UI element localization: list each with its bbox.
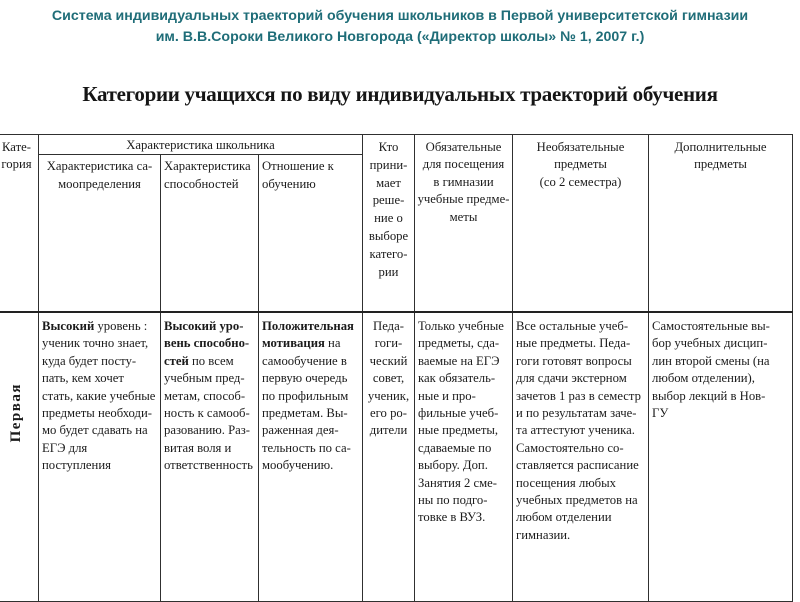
- decision-cell: Педа- гоги- ческий совет, ученик, его ро- дители: [363, 312, 415, 602]
- optional-cell: Все остальные учеб- ные предметы. Педа- гоги готовят вопросы для сдачи экстерном зачетов 1 раз в семестр и по результатам заче- та аттестуют ученика. Самостоятельно со- ставляется расписание посещения любых учебных предметов на любом отделении гимназии.: [513, 312, 649, 602]
- document-heading: Категории учащихся по виду индивидуальных траекторий обучения: [82, 82, 718, 106]
- header-self-determination: Характеристика са- моопределения: [39, 155, 161, 312]
- header-optional-subjects: Необязательные предметы (со 2 семестра): [513, 135, 649, 312]
- table-row: [0, 312, 793, 602]
- self-determination-bold: Высокий: [42, 318, 95, 333]
- header-additional-subjects: Дополнительные предметы: [649, 135, 793, 312]
- header-category: Кате- гория: [0, 135, 39, 312]
- header-student-characteristic: Характеристика школьника: [39, 135, 363, 155]
- mandatory-cell: Только учебные предметы, сда- ваемые на ЕГЭ как обязатель- ные и про- фильные учеб- ные предметы, сдаваемые по выбору. Доп. Занятия 2 сме- ны по подго- товке в ВУЗ.: [415, 312, 513, 602]
- additional-cell: Самостоятельные вы- бор учебных дисцип- лин второй смены (на любом отделении), выбор лекций в Нов- ГУ: [649, 312, 793, 602]
- attitude-text: на самообучение в первую очередь по профильным предметам. Вы- раженная дея- тельность по са- мообучению.: [262, 336, 351, 473]
- self-determination-text: уровень : ученик точно знает, куда будет посту- пать, кем хочет стать, какие учебные предметы необходи- мо будет сдавать на ЕГЭ для поступления: [42, 318, 156, 473]
- attitude-bold: Положительная мотивация: [262, 318, 354, 351]
- header-mandatory-subjects: Обязательные для посещения в гимназии учебные предме- меты: [415, 135, 513, 312]
- abilities-text: по всем учебным пред- метам, способ- ность к самооб- разованию. Раз- витая воля и ответственность: [164, 353, 253, 473]
- slide-title-line-2: им. В.В.Сороки Великого Новгорода («Директор школы» № 1, 2007 г.): [155, 29, 645, 45]
- slide-title-line-1: Система индивидуальных траекторий обучения школьников в Первой университетской гимназии: [51, 8, 749, 24]
- header-abilities: Характеристика способностей: [161, 155, 259, 312]
- abilities-cell: [161, 312, 259, 602]
- abilities-bold: Высокий уро- вень способно- стей: [164, 318, 250, 368]
- self-determination-cell: [39, 312, 161, 602]
- attitude-cell: [259, 312, 363, 602]
- header-decision-maker: Кто прини- мает реше- ние о выборе катего- рии: [363, 135, 415, 312]
- slide-title: [0, 6, 800, 48]
- categories-table: [0, 134, 793, 602]
- category-name: Первая: [7, 382, 24, 443]
- category-cell: [0, 312, 39, 602]
- header-attitude: Отношение к обучению: [259, 155, 363, 312]
- table-header-row-1: [0, 135, 793, 155]
